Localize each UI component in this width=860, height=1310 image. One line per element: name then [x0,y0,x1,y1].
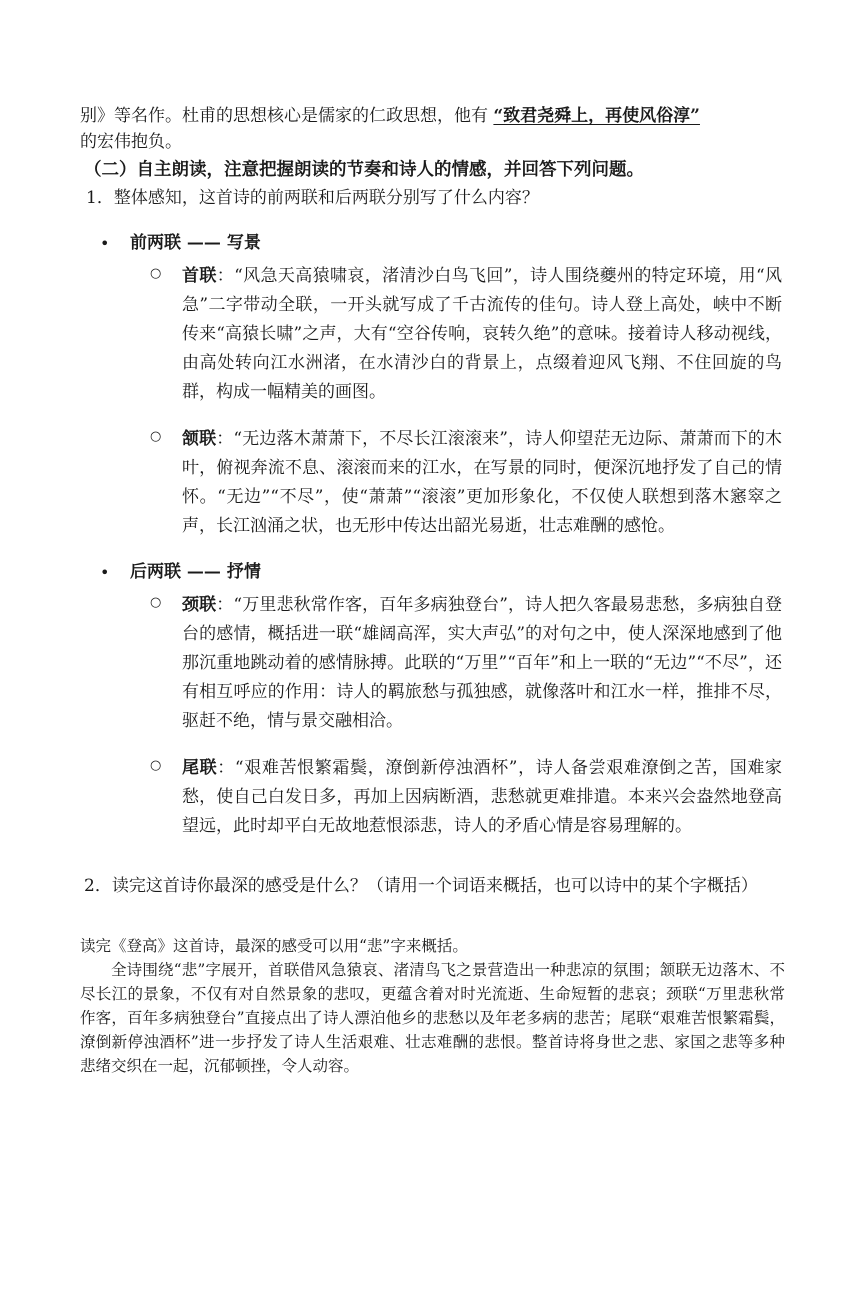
circle-bullet-icon: ○ [150,595,162,610]
item-text: ：“万里悲秋常作客，百年多病独登台”，诗人把久客最易悲愁，多病独自登台的感情，概括进一联“雄阔高浑，实大声弘”的对句之中，使人深深地感到了他那沉重地跳动着的感情脉搏。此联的“万里”“百年”和上一联的“无边”“不尽”，还有相互呼应的作用：诗人的羁旅愁与孤独感，就像落叶和江水一样，推排不尽，驱赶不绝，情与景交融相洽。 [182,595,782,731]
group-heading-emotion [100,559,800,591]
question-2: 2．读完这首诗你最深的感受是什么？（请用一个词语来概括，也可以诗中的某个字概括） [84,876,758,896]
item-text: ：“艰难苦恨繁霜鬓，潦倒新停浊酒杯”，诗人备尝艰难潦倒之苦，国难家愁，使自己白发日多，再加上因病断酒，悲愁就更难排遣。本来兴会盎然地登高望远，此时却平白无故地惹恨添悲，诗人的矛盾心情是容易理解的。 [182,758,782,836]
circle-bullet-icon: ○ [150,266,162,281]
circle-bullet-icon: ○ [150,758,162,773]
group-heading-scenery [100,230,800,262]
analysis-list [100,230,800,859]
intro-line-2: 的宏伟抱负。 [80,132,182,152]
circle-bullet-icon: ○ [150,429,162,444]
intro-quote: “致君尧舜上，再使风俗淳” [493,106,700,126]
item-label: 颔联 [182,429,217,449]
list-item-weilian [150,754,800,841]
intro-line-1 [80,104,700,128]
list-item-shoulian [150,262,800,407]
group-title: 前两联 —— 写景 [130,233,261,253]
list-item-hanlian [150,425,800,541]
section-heading: （二）自主朗读，注意把握朗读的节奏和诗人的情感，并回答下列问题。 [84,160,644,180]
list-item-jinglian [150,591,800,736]
bullet-icon: • [100,563,110,582]
item-label: 首联 [182,266,217,286]
item-label: 颈联 [182,595,217,615]
answer-line-1: 读完《登高》这首诗，最深的感受可以用“悲”字来概括。 [80,937,468,955]
answer-block [80,934,785,1078]
item-text: ：“风急天高猿啸哀，渚清沙白鸟飞回”，诗人围绕夔州的特定环境，用“风急”二字带动全联，一开头就写成了千古流传的佳句。诗人登上高处，峡中不断传来“高猿长啸”之声，大有“空谷传响，哀转久绝”的意味。接着诗人移动视线，由高处转向江水洲渚，在水清沙白的背景上，点缀着迎风飞翔、不住回旋的鸟群，构成一幅精美的画图。 [182,266,783,402]
question-1: 1．整体感知，这首诗的前两联和后两联分别写了什么内容？ [86,188,539,208]
item-text: ：“无边落木萧萧下，不尽长江滚滚来”，诗人仰望茫无边际、萧萧而下的木叶，俯视奔流不息、滚滚而来的江水，在写景的同时，便深沉地抒发了自己的情怀。“无边”“不尽”，使“萧萧”“滚滚”更加形象化，不仅使人联想到落木窸窣之声，长江汹涌之状，也无形中传达出韶光易逝，壮志难酬的感怆。 [182,429,782,536]
intro-text: 别》等名作。杜甫的思想核心是儒家的仁政思想，他有 [80,106,488,126]
group-title: 后两联 —— 抒情 [130,562,261,582]
bullet-icon: • [100,234,110,253]
answer-paragraph: 全诗围绕“悲”字展开，首联借风急猿哀、渚清鸟飞之景营造出一种悲凉的氛围；颔联无边落木、不尽长江的景象，不仅有对自然景象的悲叹，更蕴含着对时光流逝、生命短暂的悲哀；颈联“万里悲秋常作客，百年多病独登台”直接点出了诗人漂泊他乡的悲愁以及年老多病的悲苦；尾联“艰难苦恨繁霜鬓，潦倒新停浊酒杯”进一步抒发了诗人生活艰难、壮志难酬的悲恨。整首诗将身世之悲、家国之悲等多种悲绪交织在一起，沉郁顿挫，令人动容。 [80,961,785,1075]
item-label: 尾联 [182,758,218,778]
